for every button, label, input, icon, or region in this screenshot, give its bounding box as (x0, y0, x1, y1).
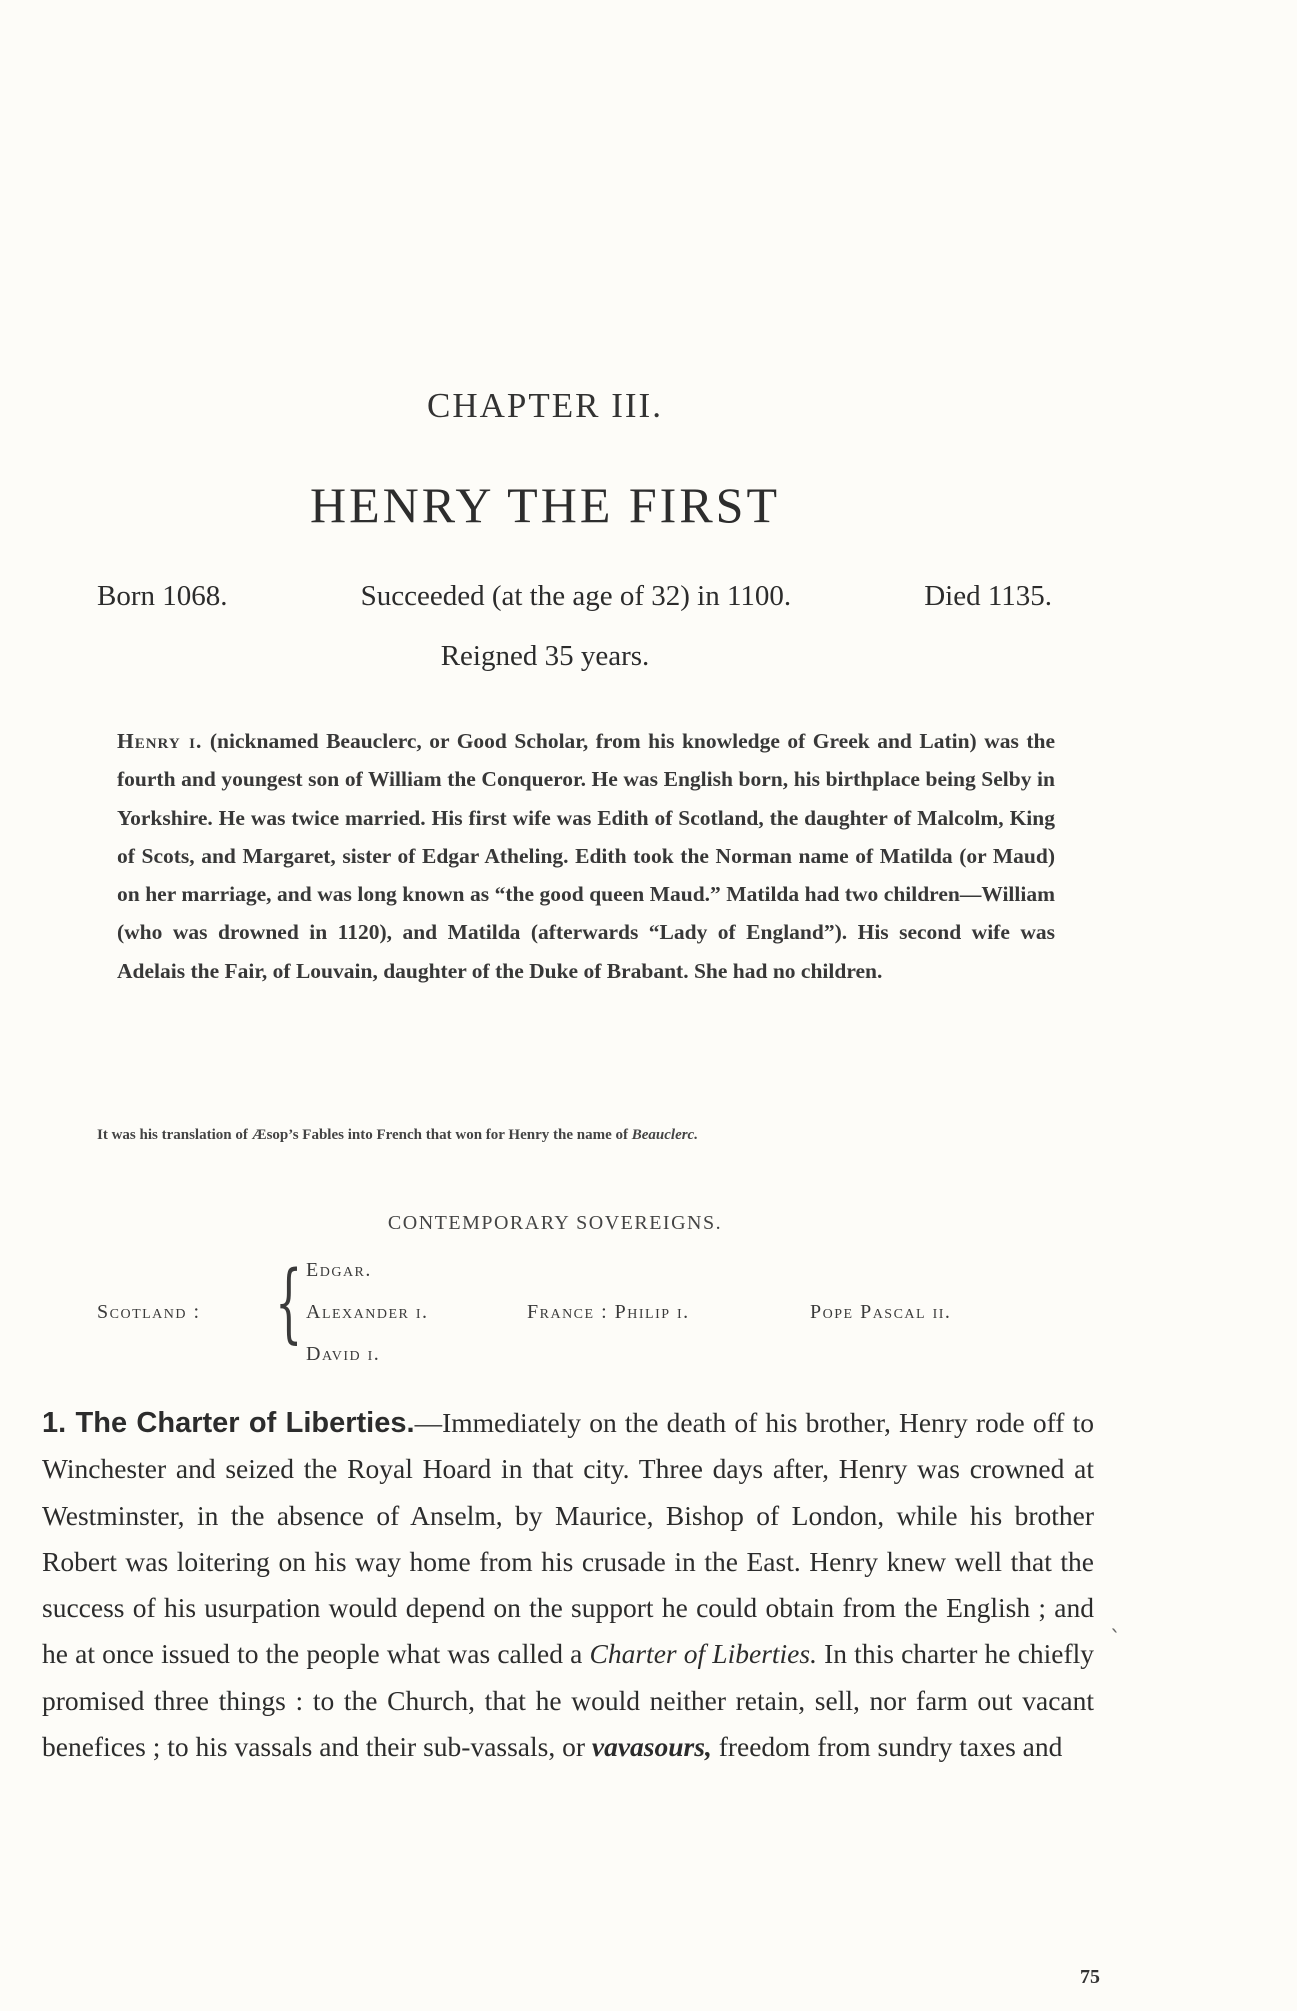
intro-paragraph (117, 722, 1055, 990)
scotland-king-david: David i. (306, 1343, 381, 1365)
reign-dates (97, 580, 1052, 613)
vavasours-term: vavasours, (591, 1731, 712, 1763)
brace-icon: { (275, 1253, 303, 1353)
section-heading: 1. The Charter of Liberties. (42, 1407, 415, 1439)
pope-sovereign: Pope Pascal ii. (810, 1301, 952, 1323)
scotland-king-alexander: Alexander i. (306, 1301, 429, 1323)
margin-mark: ˎ (1110, 1608, 1121, 1633)
france-sovereign: France : Philip i. (527, 1301, 690, 1323)
section-text-3: freedom from sundry taxes and (711, 1731, 1063, 1763)
footnote-text: It was his translation of Æsop’s Fables into French that won for Henry the name of (97, 1127, 632, 1143)
footnote-name: Beauclerc. (631, 1127, 698, 1143)
intro-lead: Henry i. (117, 729, 203, 753)
section-text-2: In this charter he chiefly promised three things : to the Church, that he would neither retain, sell, nor farm out vacant benefices ; to his vassals and their sub-vassals, or (42, 1638, 1094, 1763)
intro-body: (nicknamed Beauclerc, or Good Scholar, from his knowledge of Greek and Latin) was the fourth and youngest son of William the Conqueror. He was English born, his birthplace being Selby in Yorkshire. He was twice married. His first wife was Edith of Scotland, the daughter of Malcolm, King of Scots, and Margaret, sister of Edgar Atheling. Edith took the Norman name of Matilda (or Maud) on her marriage, and was long known as “the good queen Maud.” Matilda had two children—William (who was drowned in 1120), and Matilda (afterwards “Lady of England”). His second wife was Adelais the Fair, of Louvain, daughter of the Duke of Brabant. She had no children. (117, 729, 1055, 983)
reign-length: Reigned 35 years. (440, 640, 650, 672)
section-charter-of-liberties (42, 1400, 1094, 1770)
born-date: Born 1068. (97, 580, 228, 612)
contemporary-sovereigns-heading: CONTEMPORARY SOVEREIGNS. (387, 1212, 723, 1234)
chapter-number: CHAPTER III. (427, 386, 663, 425)
succeeded-date: Succeeded (at the age of 32) in 1100. (360, 580, 792, 612)
scotland-label: Scotland : (97, 1301, 201, 1323)
section-text-1: —Immediately on the death of his brother, Henry rode off to Winchester and seized the Royal Hoard in that city. Three days after, Henry was crowned at Westminster, in the absence of Anselm, by Maurice, Bishop of London, while his brother Robert was loitering on his way home from his crusade in the East. Henry knew well that the success of his usurpation would depend on the support he could obtain from the English ; and he at once issued to the people what was called a (42, 1407, 1095, 1670)
charter-term: Charter of Liberties. (589, 1638, 817, 1670)
died-date: Died 1135. (924, 580, 1052, 612)
scotland-king-edgar: Edgar. (306, 1259, 372, 1281)
chapter-title: HENRY THE FIRST (309, 477, 781, 533)
footnote (97, 1127, 1077, 1144)
page-number: 75 (1080, 1966, 1100, 1988)
